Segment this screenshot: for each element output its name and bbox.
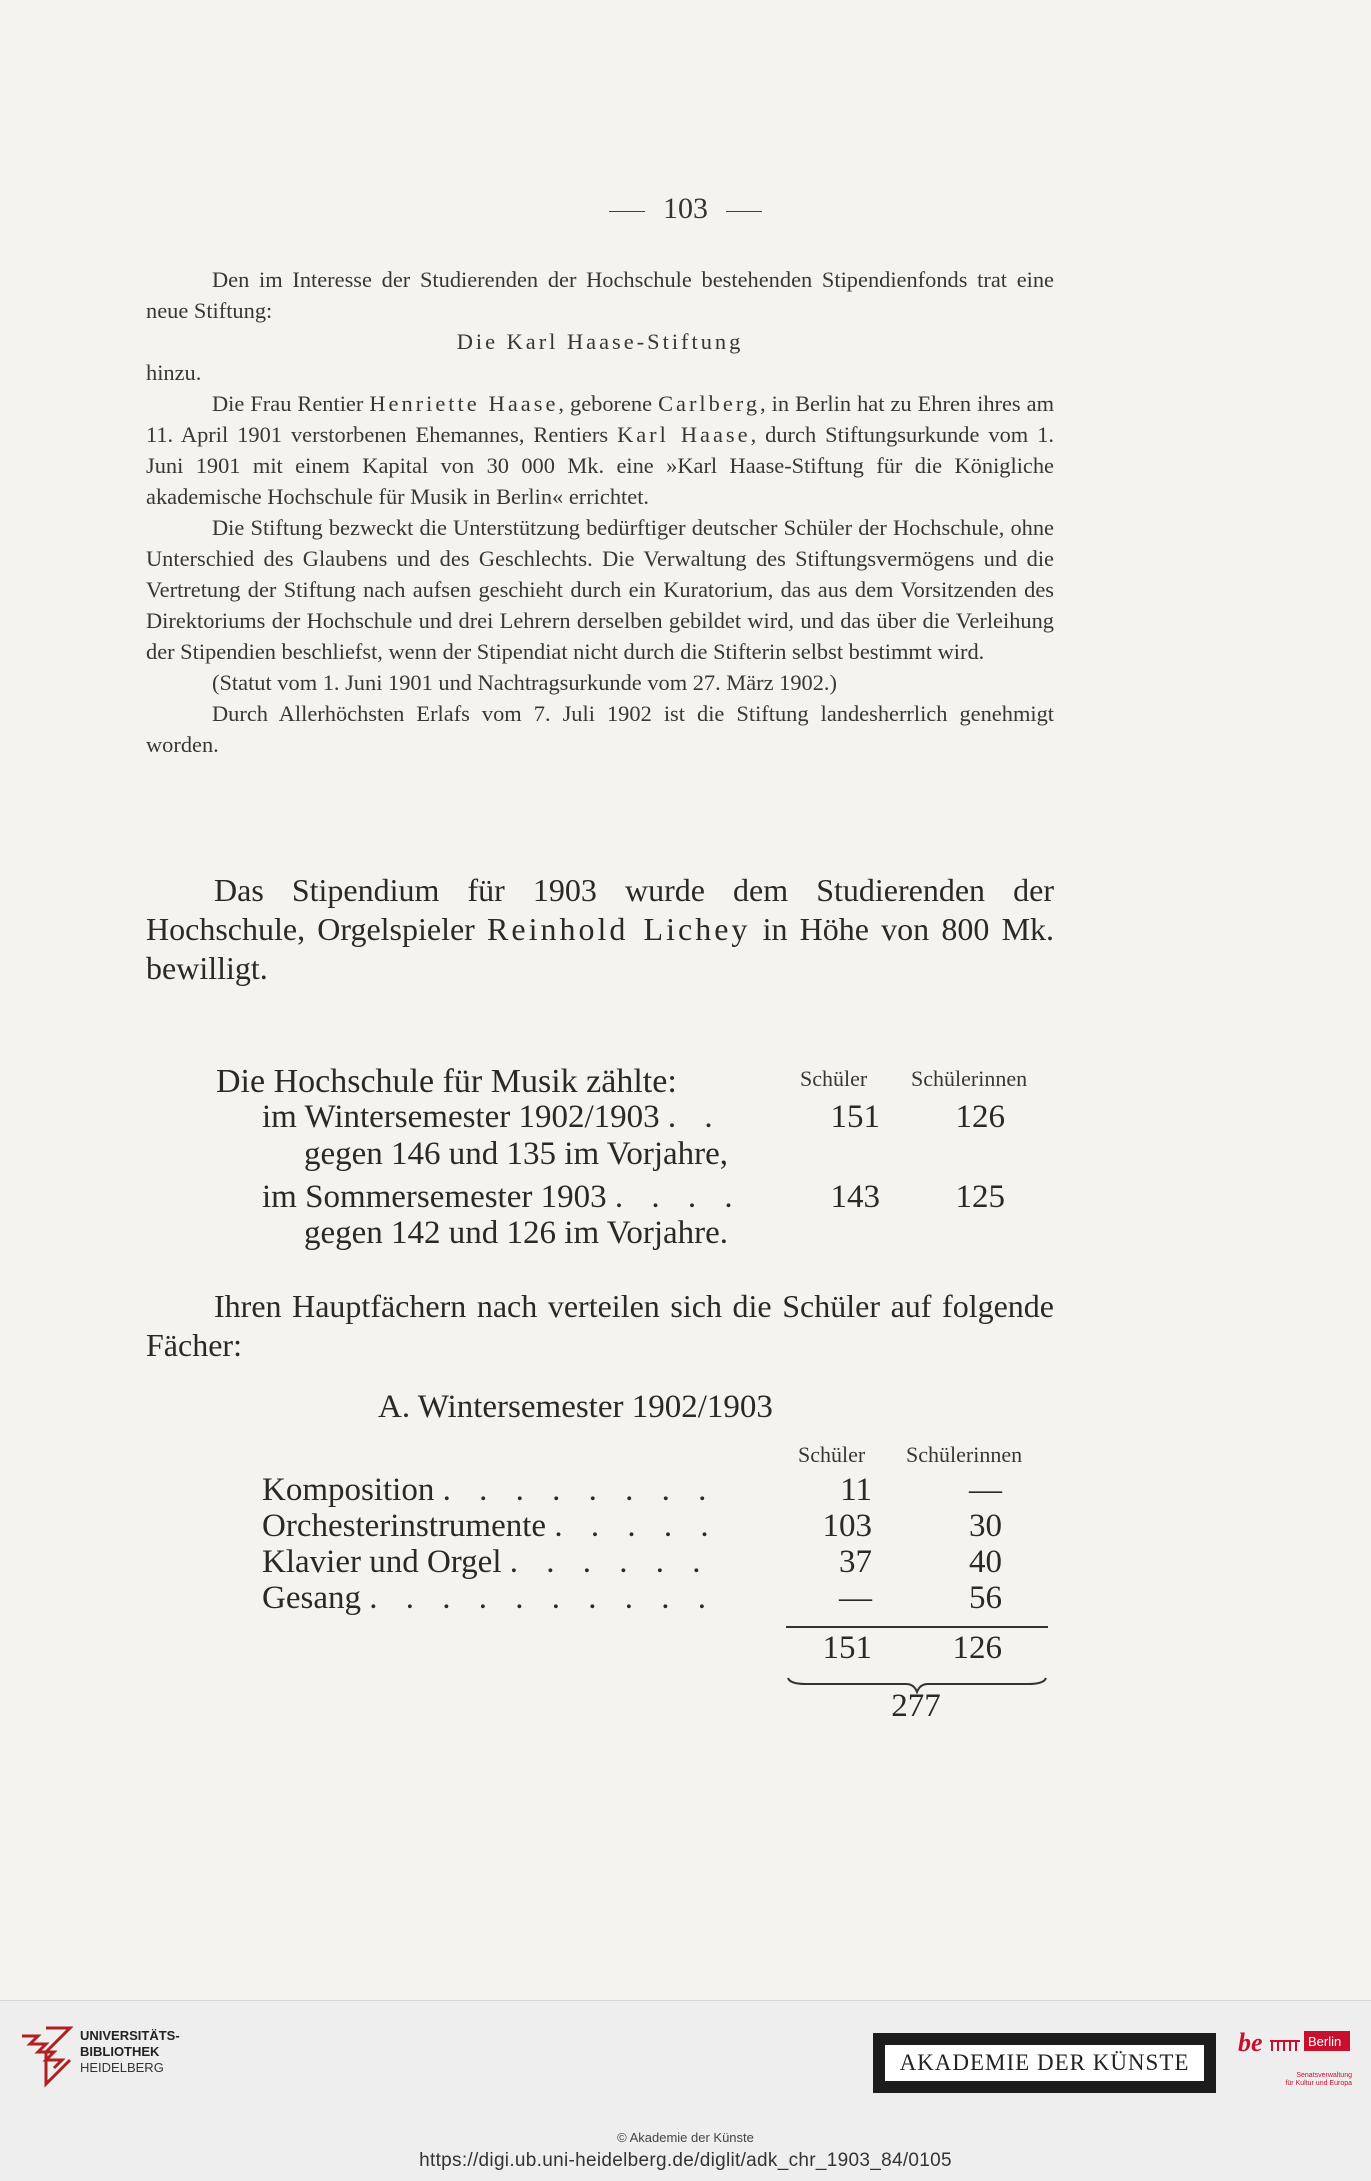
paragraph-purpose: Die Stiftung bezweckt die Unterstützung bedürftiger deutscher Schüler der Hochschule, ohne Unterschied des Glaubens und des Geschlechts. Die Verwaltung des Stiftungsvermögens und die Vertretung der Stiftung nach aufsen geschieht durch ein Kuratorium, das aus dem Vorsitzenden des Direktoriums der Hochschule und drei Lehrern derselben gebildet wird, und das über die Verleihung der Stipendien beschliefst, wenn der Stipendiat nicht durch die Stifterin selbst bestimmt wird. <box>146 515 1054 664</box>
stipendium-paragraph: Das Stipendium für 1903 wurde dem Studierenden der Hochschule, Orgelspieler Reinhold Lichey in Höhe von 800 Mk. bewilligt. <box>146 872 1055 986</box>
counts-heading: Die Hochschule für Musik zählte: <box>216 1063 677 1100</box>
counts-row-summer: im Sommersemester 1903 . . . . <box>262 1179 743 1215</box>
counts-row-winter-sub: gegen 146 und 135 im Vorjahre, <box>304 1136 729 1172</box>
counts-col-schuelerinnen: Schülerinnen <box>911 1066 1028 1091</box>
svg-text:be: be <box>1238 2028 1263 2057</box>
svg-text:für Kultur und Europa: für Kultur und Europa <box>1285 2080 1352 2087</box>
stiftung-title: Die Karl Haase-Stiftung <box>456 329 744 354</box>
subject-value-schueler: 37 <box>839 1544 872 1580</box>
subjects-col-schuelerinnen: Schülerinnen <box>906 1442 1023 1467</box>
counts-col-schueler: Schüler <box>800 1066 868 1091</box>
subject-row: Orchesterinstrumente . . . . . <box>262 1508 719 1544</box>
stiftung-section <box>146 264 1054 760</box>
subjects-col-schueler: Schüler <box>798 1442 866 1467</box>
svg-text:Senatsverwaltung: Senatsverwaltung <box>1296 2072 1352 2079</box>
subject-value-schueler: 11 <box>840 1472 872 1508</box>
paragraph-donor: Die Frau Rentier Henriette Haase, geborene Carlberg, in Berlin hat zu Ehren ihres am 11. April 1901 verstorbenen Ehemannes, Rentiers Karl Haase, durch Stiftungsurkunde vom 1. Juni 1901 mit einem Kapital von 30 000 Mk. eine »Karl Haase-Stiftung für die Königliche akademische Hochschule für Musik in Berlin« errichtet. <box>146 391 1055 509</box>
subject-value-schueler: 103 <box>822 1508 872 1544</box>
permalink-url[interactable]: https://digi.ub.uni-heidelberg.de/diglit/adk_chr_1903_84/0105 <box>419 2150 952 2171</box>
sum-rule <box>786 1626 1048 1628</box>
subject-value-schueler: — <box>839 1580 872 1616</box>
subject-value-schuelerinnen: — <box>969 1472 1002 1508</box>
subject-value-schuelerinnen: 30 <box>969 1508 1002 1544</box>
subject-row: Komposition . . . . . . . . <box>262 1472 717 1508</box>
paragraph-intro: Den im Interesse der Studierenden der Hochschule bestehenden Stipendienfonds trat eine neue Stiftung: <box>146 267 1054 323</box>
ub-heidelberg-text: UNIVERSITÄTS- BIBLIOTHEK HEIDELBERG <box>80 2028 180 2075</box>
counts-row-winter: im Wintersemester 1902/1903 . . <box>262 1099 723 1135</box>
counts-row-summer-sub: gegen 142 und 126 im Vorjahre. <box>304 1215 729 1251</box>
sum-schueler: 151 <box>822 1630 872 1666</box>
grand-total: 277 <box>891 1688 941 1724</box>
dash-right <box>726 211 762 212</box>
svg-text:Berlin: Berlin <box>1308 2034 1342 2049</box>
subject-row: Klavier und Orgel . . . . . . <box>262 1544 711 1580</box>
subjects-heading: A. Wintersemester 1902/1903 <box>378 1389 773 1425</box>
counts-winter-schuelerinnen: 126 <box>955 1099 1005 1135</box>
counts-winter-schueler: 151 <box>830 1099 880 1135</box>
dash-left <box>609 211 645 212</box>
copyright-text: © Akademie der Künste <box>617 2130 754 2145</box>
counts-summer-schuelerinnen: 125 <box>955 1179 1005 1215</box>
paragraph-statute: (Statut vom 1. Juni 1901 und Nachtragsurkunde vom 27. März 1902.) <box>212 670 837 695</box>
page-number <box>0 192 1371 226</box>
subject-row: Gesang . . . . . . . . . . <box>262 1580 716 1616</box>
be-berlin-logo[interactable] <box>1236 2027 1352 2093</box>
akademie-der-kuenste-logo[interactable]: AKADEMIE DER KÜNSTE <box>873 2033 1216 2093</box>
paragraph-hinzu: hinzu. <box>146 360 202 385</box>
page-number-text: 103 <box>663 192 708 225</box>
subjects-intro: Ihren Hauptfächern nach verteilen sich die Schüler auf folgende Fächer: <box>146 1288 1054 1363</box>
paragraph-decree: Durch Allerhöchsten Erlafs vom 7. Juli 1902 ist die Stiftung landesherrlich genehmigt worden. <box>146 701 1054 757</box>
subject-value-schuelerinnen: 56 <box>969 1580 1002 1616</box>
subject-value-schuelerinnen: 40 <box>969 1544 1002 1580</box>
counts-summer-schueler: 143 <box>830 1179 880 1215</box>
sum-schuelerinnen: 126 <box>952 1630 1002 1666</box>
